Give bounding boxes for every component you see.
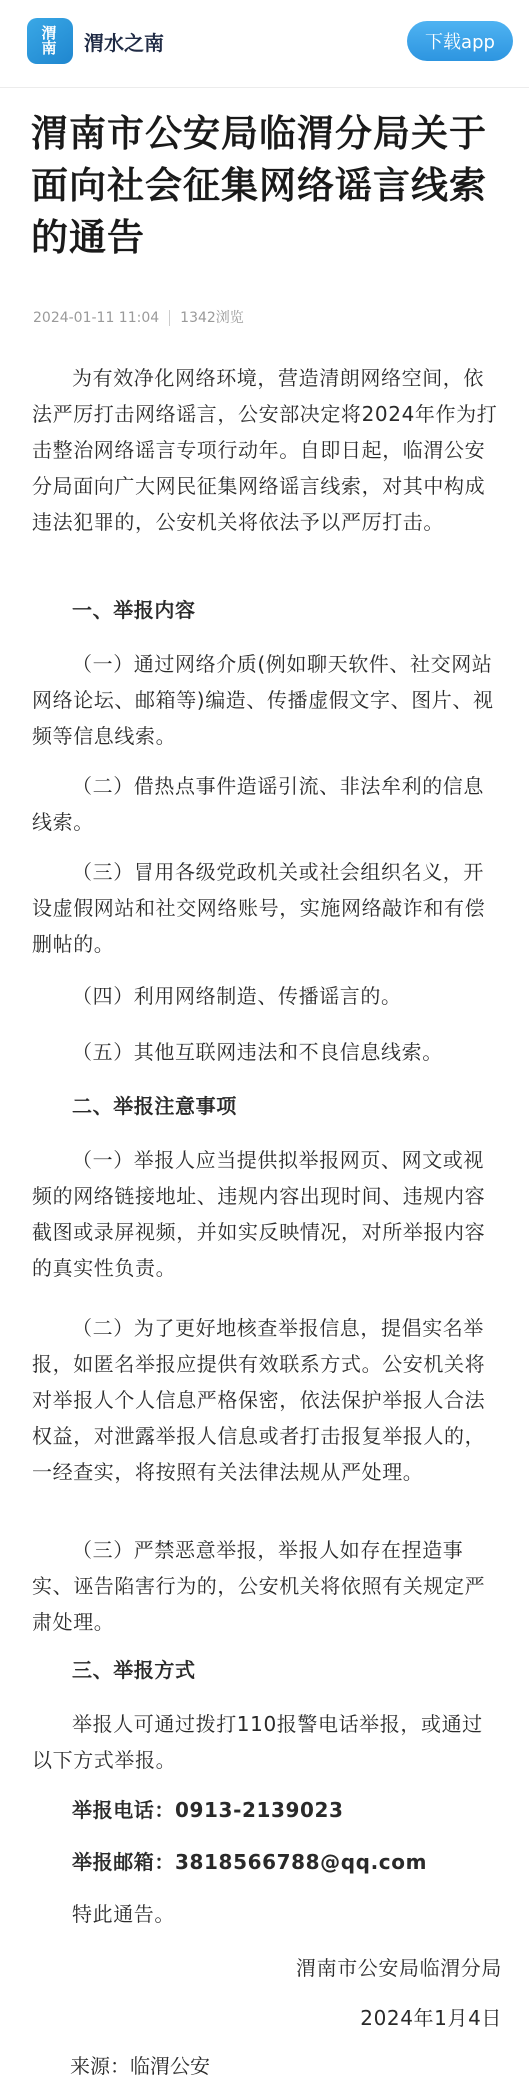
section3-heading: 三、举报方式 bbox=[72, 1658, 196, 1682]
top-bar bbox=[0, 0, 529, 88]
section2-item-2-block bbox=[32, 1310, 502, 1490]
section1-item-5: （五）其他互联网违法和不良信息线索。 bbox=[72, 1040, 443, 1064]
app-logo[interactable] bbox=[27, 18, 73, 64]
download-app-button[interactable]: 下载app bbox=[407, 21, 513, 61]
section3-heading-block bbox=[32, 1652, 502, 1688]
report-email: 举报邮箱：3818566788@qq.com bbox=[72, 1850, 428, 1874]
section2-item-2: （二）为了更好地核查举报信息，提倡实名举报，如匿名举报应提供有效联系方式。公安机关将对举报人个人信息严格保密，依法保护举报人合法权益，对泄露举报人信息或者打击报复举报人的，一经查实，将按照有关法律法规从严处理。 bbox=[32, 1316, 486, 1484]
section1-item-5-block bbox=[32, 1034, 502, 1070]
section2-heading: 二、举报注意事项 bbox=[72, 1094, 237, 1118]
brand-name[interactable]: 渭水之南 bbox=[84, 31, 164, 55]
section1-item-3: （三）冒用各级党政机关或社会组织名义，开设虚假网站和社交网络账号，实施网络敲诈和有偿删帖的。 bbox=[32, 860, 486, 956]
article-meta bbox=[33, 307, 244, 327]
report-phone: 举报电话：0913-2139023 bbox=[72, 1798, 344, 1822]
section2-item-1-block bbox=[32, 1142, 502, 1286]
closing-block bbox=[32, 1896, 502, 1932]
sign-date-block bbox=[32, 2000, 502, 2036]
article-source: 来源：临渭公安 bbox=[70, 2054, 210, 2078]
view-count: 1342浏览 bbox=[169, 310, 244, 326]
signature-block bbox=[32, 1950, 502, 1986]
section1-item-2-block bbox=[32, 768, 502, 840]
section1-heading: 一、举报内容 bbox=[72, 598, 196, 622]
section2-heading-block bbox=[32, 1088, 502, 1124]
section2-item-3-block bbox=[32, 1532, 502, 1640]
logo-char-2: 南 bbox=[41, 39, 59, 57]
section2-item-1: （一）举报人应当提供拟举报网页、网文或视频的网络链接地址、违规内容出现时间、违规内容截图或录屏视频，并如实反映情况，对所举报内容的真实性负责。 bbox=[32, 1148, 486, 1280]
article-title: 渭南市公安局临渭分局关于面向社会征集网络谣言线索的通告 bbox=[31, 112, 487, 259]
section1-item-4-block bbox=[32, 978, 502, 1014]
section3-text-block bbox=[32, 1706, 502, 1778]
closing-text: 特此通告。 bbox=[72, 1902, 175, 1926]
sign-date: 2024年1月4日 bbox=[360, 2006, 502, 2030]
email-block bbox=[32, 1844, 502, 1880]
section1-item-4: （四）利用网络制造、传播谣言的。 bbox=[72, 984, 402, 1008]
section1-item-3-block bbox=[32, 854, 502, 962]
signature: 渭南市公安局临渭分局 bbox=[296, 1956, 502, 1980]
section2-item-3: （三）严禁恶意举报，举报人如存在捏造事实、诬告陷害行为的，公安机关将依照有关规定严肃处理。 bbox=[32, 1538, 486, 1634]
section1-heading-block bbox=[32, 592, 502, 628]
section1-item-2: （二）借热点事件造谣引流、非法牟利的信息线索。 bbox=[32, 774, 484, 834]
section3-text: 举报人可通过拨打110报警电话举报，或通过以下方式举报。 bbox=[32, 1712, 483, 1772]
publish-date: 2024-01-11 11:04 bbox=[33, 310, 160, 326]
intro-block bbox=[32, 360, 502, 540]
phone-block bbox=[32, 1792, 502, 1828]
logo-char-1: 渭 bbox=[41, 24, 59, 42]
section1-item-1: （一）通过网络介质(例如聊天软件、社交网站网络论坛、邮箱等)编造、传播虚假文字、图片、视频等信息线索。 bbox=[32, 652, 494, 748]
intro-paragraph: 为有效净化网络环境，营造清朗网络空间，依法严厉打击网络谣言，公安部决定将2024年作为打击整治网络谣言专项行动年。自即日起，临渭公安分局面向广大网民征集网络谣言线索，对其中构成违法犯罪的，公安机关将依法予以严厉打击。 bbox=[32, 366, 498, 534]
section1-item-1-block bbox=[32, 646, 502, 754]
